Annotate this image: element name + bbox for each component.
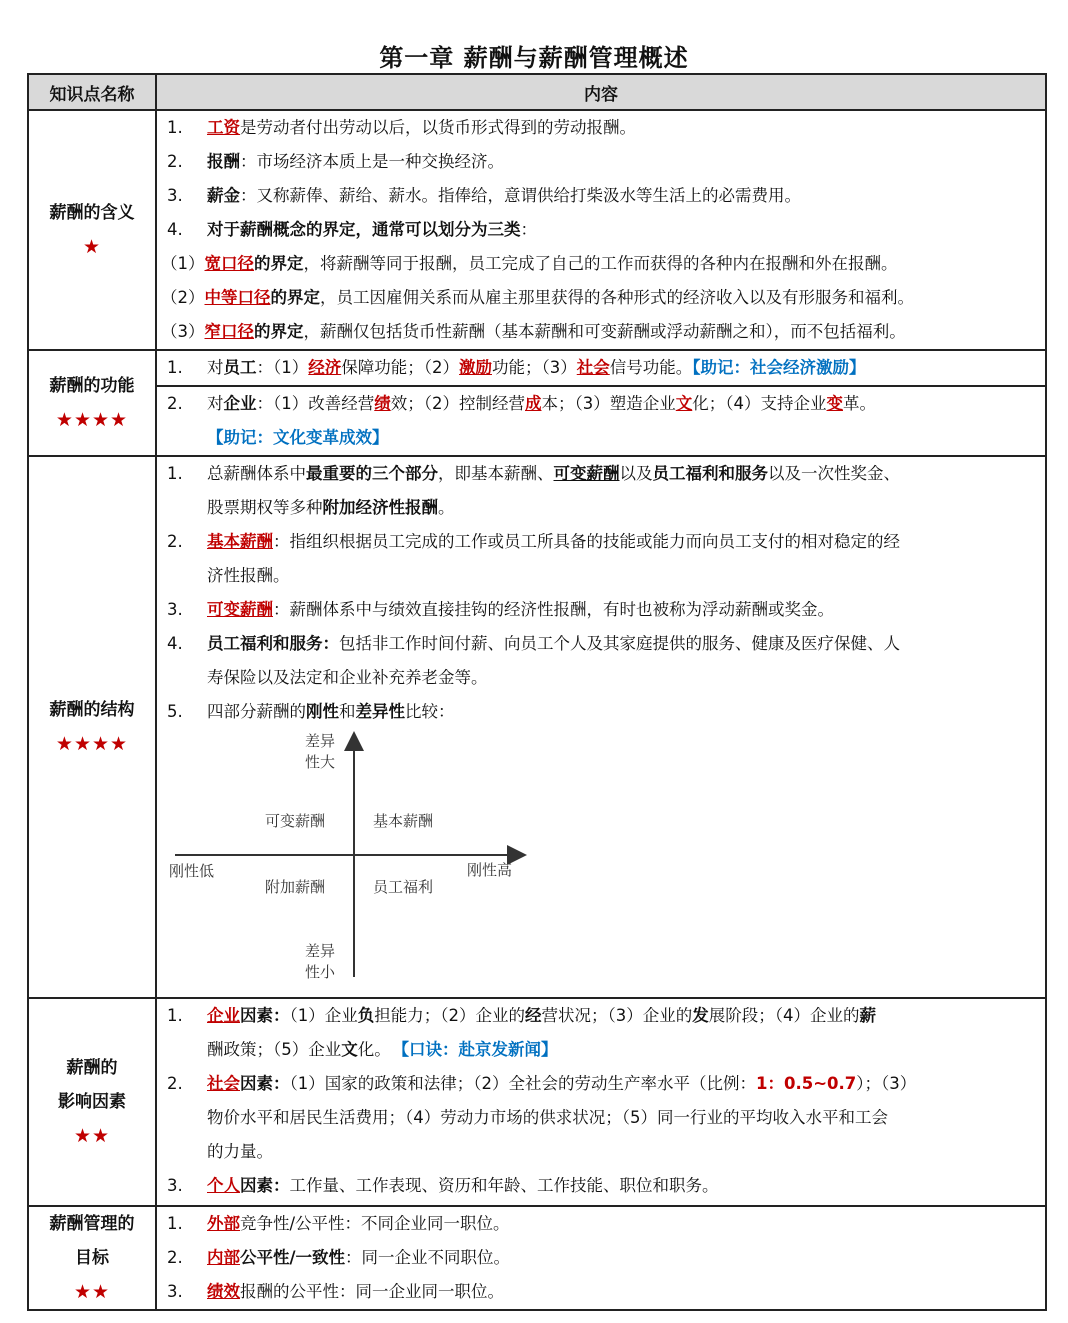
list-item	[167, 213, 1039, 247]
text: 展阶段；（4）企业的	[708, 1006, 860, 1025]
item-number: 4.	[167, 220, 183, 239]
knowledge-table	[27, 73, 1047, 1311]
item-prefix: （3）	[161, 322, 205, 341]
keyword: 的界定	[270, 288, 320, 307]
item-number: 2.	[167, 394, 183, 413]
keyword: 的界定	[254, 322, 304, 341]
keyword: 差异性	[355, 702, 405, 721]
section-row-function-2	[28, 386, 1046, 456]
list-item	[167, 351, 1039, 385]
keyword: 发	[692, 1006, 709, 1025]
list-item	[167, 1207, 1039, 1241]
text: 化；（4）支持企业	[692, 394, 827, 413]
item-number: 2.	[167, 1074, 183, 1093]
section-name-line2: 影响因素	[58, 1092, 126, 1112]
axis-label-left: 刚性低	[169, 862, 215, 880]
axis-label-right: 刚性高	[467, 861, 513, 879]
text: 酬政策；（5）企业	[207, 1040, 342, 1059]
text: 本；（3）塑造企业	[541, 394, 676, 413]
header-content: 内容	[156, 74, 1046, 110]
importance-stars: ★★★★	[55, 409, 129, 431]
section-row-definition	[28, 110, 1046, 350]
axis-label-top: 差异 性大	[305, 732, 336, 771]
section-content	[156, 110, 1046, 350]
memo-note: 【助记：社会经济激励】	[692, 358, 866, 377]
text: 四部分薪酬的	[207, 702, 306, 721]
keyword: 员工	[223, 358, 257, 377]
text: ：（1）	[256, 358, 309, 377]
item-number: 3.	[167, 1176, 183, 1195]
text: 对	[207, 358, 224, 377]
section-name-cell	[28, 110, 156, 350]
keyword: 文	[341, 1040, 358, 1059]
keyword: 经	[525, 1006, 542, 1025]
axis-label-bottom: 差异 性小	[305, 942, 336, 981]
memo-note: 【助记：文化变革成效】	[207, 428, 389, 447]
item-text: ：市场经济本质上是一种交换经济。	[240, 152, 504, 171]
item-text: ，将薪酬等同于报酬，员工完成了自己的工作而获得的各种内在报酬和外在报酬。	[303, 254, 898, 273]
section-content	[156, 998, 1046, 1206]
list-item	[167, 1275, 1039, 1309]
importance-stars: ★★	[73, 1125, 111, 1147]
item-number: 1.	[167, 1006, 183, 1025]
keyword: 薪	[859, 1006, 876, 1025]
item-text: ：又称薪俸、薪给、薪水。指俸给，意谓供给打柴汲水等生活上的必需费用。	[240, 186, 801, 205]
keyword-red: 内部	[207, 1248, 240, 1267]
text: ，即基本薪酬、	[438, 464, 554, 483]
keyword-red: 文	[675, 394, 693, 413]
keyword-red: 企业	[207, 1006, 240, 1025]
list-item	[167, 1033, 1039, 1067]
text: 。	[438, 498, 455, 517]
item-number: 5.	[167, 702, 183, 721]
item-text: 寿保险以及法定和企业补充养老金等。	[207, 668, 488, 687]
keyword-red: 经济	[308, 358, 342, 377]
text: 信号功能。	[609, 358, 693, 377]
item-text: 竞争性/公平性：不同企业同一职位。	[240, 1214, 510, 1233]
text: （1）企业	[289, 1006, 358, 1025]
page-title: 第一章 薪酬与薪酬管理概述	[379, 44, 689, 72]
text: 以及	[619, 464, 653, 483]
keyword: 工资	[207, 118, 240, 137]
memo-note: 【口诀：赴京发新闻】	[400, 1040, 558, 1059]
item-text: 工作量、工作表现、资历和年龄、工作技能、职位和职务。	[289, 1176, 719, 1195]
section-content	[156, 350, 1046, 386]
list-item	[167, 999, 1039, 1033]
text: 化。	[357, 1040, 391, 1059]
list-item	[167, 111, 1039, 145]
keyword: 附加经济性报酬	[322, 498, 438, 517]
list-item	[167, 387, 1039, 421]
list-item	[167, 593, 1039, 627]
list-item	[167, 421, 1039, 455]
keyword-red: 成	[525, 394, 542, 413]
list-item	[161, 315, 1039, 349]
keyword: 对于薪酬概念的界定，通常可以划分为三类	[207, 220, 521, 239]
section-content	[156, 386, 1046, 456]
text: 功能；（3）	[492, 358, 577, 377]
keyword-red: 激励	[459, 358, 492, 377]
item-number: 1.	[167, 358, 183, 377]
text: 效；（2）控制经营	[390, 394, 525, 413]
list-item	[167, 179, 1039, 213]
section-row-goals	[28, 1206, 1046, 1310]
item-prefix: （2）	[161, 288, 205, 307]
section-name: 薪酬的	[66, 1058, 118, 1078]
keyword: 的界定	[254, 254, 304, 273]
keyword: 员工福利和服务：	[207, 634, 339, 653]
text: 营状况；（3）企业的	[541, 1006, 693, 1025]
keyword-red: 基本薪酬	[207, 532, 273, 551]
quadrant-bottom-right: 员工福利	[373, 878, 434, 896]
list-item	[167, 661, 1039, 695]
text: 担能力；（2）企业的	[374, 1006, 525, 1025]
quadrant-axes	[167, 729, 547, 979]
section-row-factors	[28, 998, 1046, 1206]
list-item	[167, 559, 1039, 593]
list-item	[167, 1135, 1039, 1169]
table-header-row	[28, 74, 1046, 110]
keyword-red: 个人	[207, 1176, 240, 1195]
importance-stars: ★★	[73, 1281, 111, 1303]
list-item	[167, 491, 1039, 525]
text: 比较：	[405, 702, 455, 721]
item-number: 2.	[167, 152, 183, 171]
keyword-red: 宽口径	[204, 254, 254, 273]
item-number: 2.	[167, 1248, 183, 1267]
section-content	[156, 1206, 1046, 1310]
keyword-red: 社会	[576, 358, 610, 377]
text: ：（1）改善经营	[256, 394, 375, 413]
keyword: 公平性/一致性	[240, 1248, 346, 1267]
section-name-cell	[28, 456, 156, 998]
item-number: 1.	[167, 118, 183, 137]
item-number: 3.	[167, 600, 183, 619]
text: 以及一次性奖金、	[768, 464, 900, 483]
section-name-cell	[28, 998, 156, 1206]
item-number: 1.	[167, 1214, 183, 1233]
list-item	[167, 1067, 1039, 1101]
keyword: 最重要的三个部分	[306, 464, 438, 483]
keyword-red: 外部	[207, 1214, 240, 1233]
keyword: 因素：	[240, 1176, 290, 1195]
keyword-red: 可变薪酬	[207, 600, 273, 619]
quadrant-bottom-left: 附加薪酬	[265, 878, 326, 896]
keyword-red: 绩效	[207, 1282, 240, 1301]
list-item	[167, 695, 1039, 729]
text: ）；（3）	[856, 1074, 917, 1093]
text: 总薪酬体系中	[207, 464, 306, 483]
item-text: 是劳动者付出劳动以后，以货币形式得到的劳动报酬。	[240, 118, 636, 137]
keyword-red: 变	[826, 394, 843, 413]
item-text: ：指组织根据员工完成的工作或员工所具备的技能或能力而向员工支付的相对稳定的经	[273, 532, 900, 551]
section-name: 薪酬管理的	[49, 1214, 135, 1234]
item-text: 包括非工作时间付薪、向员工个人及其家庭提供的服务、健康及医疗保健、人	[339, 634, 900, 653]
item-number: 4.	[167, 634, 183, 653]
ratio-value: 1：0.5~0.7	[756, 1074, 857, 1093]
item-text: ：同一企业不同职位。	[345, 1248, 511, 1267]
header-knowledge-name: 知识点名称	[28, 74, 156, 110]
list-item	[167, 1101, 1039, 1135]
keyword-red: 窄口径	[204, 322, 254, 341]
item-text: ，薪酬仅包括货币性薪酬（基本薪酬和可变薪酬或浮动薪酬之和），而不包括福利。	[303, 322, 906, 341]
section-row-structure	[28, 456, 1046, 998]
quadrant-top-right: 基本薪酬	[373, 812, 434, 830]
text: （1）国家的政策和法律；（2）全社会的劳动生产率水平（比例：	[289, 1074, 756, 1093]
quadrant-top-left: 可变薪酬	[265, 812, 326, 830]
keyword: 企业	[223, 394, 257, 413]
item-text: 的力量。	[207, 1142, 273, 1161]
item-text: 济性报酬。	[207, 566, 290, 585]
item-number: 2.	[167, 532, 183, 551]
keyword: 因素：	[240, 1074, 290, 1093]
importance-stars: ★★★★	[55, 733, 129, 755]
keyword-red: 绩	[374, 394, 391, 413]
keyword: 薪金	[207, 186, 240, 205]
section-row-function	[28, 350, 1046, 386]
section-name-cell	[28, 350, 156, 456]
item-text: ，员工因雇佣关系而从雇主那里获得的各种形式的经济收入以及有形服务和福利。	[320, 288, 914, 307]
keyword: 员工福利和服务	[652, 464, 768, 483]
text: 对	[207, 394, 224, 413]
keyword: 可变薪酬	[553, 464, 620, 483]
keyword-red: 社会	[207, 1074, 240, 1093]
text: 股票期权等多种	[207, 498, 323, 517]
rigidity-difference-diagram	[167, 729, 547, 979]
text: 革。	[843, 394, 876, 413]
text: 和	[339, 702, 356, 721]
section-name-cell	[28, 1206, 156, 1310]
item-number: 1.	[167, 464, 183, 483]
keyword: 因素：	[240, 1006, 290, 1025]
item-text: ：	[520, 220, 537, 239]
text: 保障功能；（2）	[341, 358, 459, 377]
list-item	[167, 627, 1039, 661]
section-content	[156, 456, 1046, 998]
item-number: 3.	[167, 1282, 183, 1301]
list-item	[167, 525, 1039, 559]
list-item	[161, 281, 1039, 315]
item-number: 3.	[167, 186, 183, 205]
list-item	[161, 247, 1039, 281]
item-text: ：薪酬体系中与绩效直接挂钩的经济性报酬，有时也被称为浮动薪酬或奖金。	[273, 600, 834, 619]
section-name: 薪酬的结构	[49, 700, 135, 720]
list-item	[167, 145, 1039, 179]
list-item	[167, 457, 1039, 491]
item-prefix: （1）	[161, 254, 205, 273]
item-text: 报酬的公平性：同一企业同一职位。	[240, 1282, 504, 1301]
keyword: 报酬	[207, 152, 240, 171]
item-text: 物价水平和居民生活费用；（4）劳动力市场的供求状况；（5）同一行业的平均收入水平和工会	[207, 1108, 888, 1127]
keyword: 刚性	[306, 702, 339, 721]
section-name: 薪酬的含义	[49, 203, 135, 223]
list-item	[167, 1169, 1039, 1203]
keyword-red: 中等口径	[204, 288, 271, 307]
keyword: 负	[357, 1006, 375, 1025]
importance-stars: ★	[82, 236, 102, 258]
list-item	[167, 1241, 1039, 1275]
section-name-line2: 目标	[75, 1248, 109, 1268]
section-name: 薪酬的功能	[49, 376, 135, 396]
